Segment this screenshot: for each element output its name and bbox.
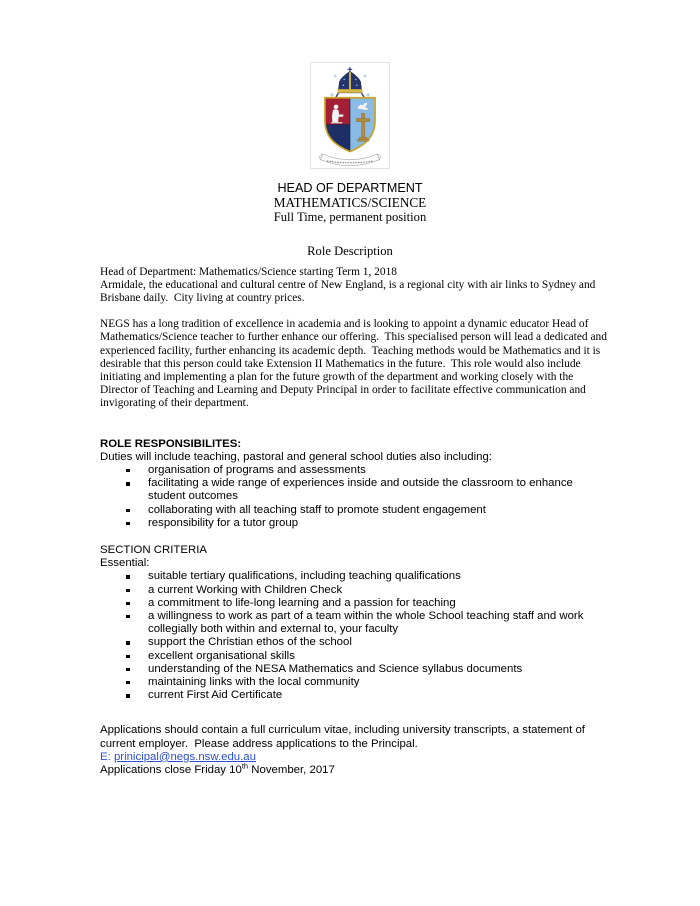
bullet-icon xyxy=(126,689,148,698)
location-paragraph: Armidale, the educational and cultural centre of New England, is a regional city with air links to Sydney and Brisbane daily. City living at country prices. xyxy=(100,278,599,304)
bullet-icon xyxy=(126,517,148,526)
bullet-icon xyxy=(126,570,148,579)
role-responsibilities-section xyxy=(100,438,608,530)
list-item xyxy=(100,504,608,517)
list-item xyxy=(100,584,608,597)
list-item-text: suitable tertiary qualifications, including teaching qualifications xyxy=(148,570,461,583)
applications-paragraph: Applications should contain a full curriculum vitae, including university transcripts, a statement of current employer. Please address applications to the Principal. xyxy=(100,724,589,750)
title-line-2: MATHEMATICS/SCIENCE xyxy=(273,194,427,210)
school-crest-graphic xyxy=(313,65,387,167)
section-criteria-section xyxy=(100,544,608,702)
bullet-icon xyxy=(126,477,148,486)
bullet-icon xyxy=(126,636,148,645)
school-crest xyxy=(310,62,390,169)
email-label: E: xyxy=(100,750,114,763)
shield-icon xyxy=(325,97,375,151)
list-item-text: excellent organisational skills xyxy=(148,649,295,662)
email-line xyxy=(100,751,608,764)
list-item xyxy=(100,477,608,503)
role-responsibilities-lead: Duties will include teaching, pastoral and general school duties also including: xyxy=(100,450,492,463)
list-item xyxy=(100,689,608,702)
intro-section xyxy=(100,266,608,411)
closing-date-suffix: November, 2017 xyxy=(248,764,335,776)
bullet-icon xyxy=(126,676,148,685)
bullet-icon xyxy=(126,597,148,606)
list-item-text: understanding of the NESA Mathematics and Science syllabus documents xyxy=(148,662,523,675)
list-item xyxy=(100,676,608,689)
list-item xyxy=(100,663,608,676)
list-item xyxy=(100,570,608,583)
title-line-3: Full Time, permanent position xyxy=(273,210,427,224)
bullet-icon xyxy=(126,610,148,619)
list-item-text: a willingness to work as part of a team within the whole School teaching staff and work collegially both within and external to, your faculty xyxy=(148,609,587,636)
list-item xyxy=(100,636,608,649)
role-description-heading: Role Description xyxy=(307,243,393,258)
list-item xyxy=(100,517,608,530)
bullet-icon xyxy=(126,650,148,659)
closing-date-ordinal: th xyxy=(241,761,249,771)
list-item xyxy=(100,650,608,663)
about-paragraph: NEGS has a long tradition of excellence in academia and is looking to appoint a dynamic educator Head of Mathematics/Science teacher to further enhance our offering. This specialised person will lead a dedicated and experienced facility, further enhancing its academic depth. Teaching methods would be Mathematics and it is desirable that this person could take Extension II Mathematics in the future. This role would also include initiating and implementing a plan for the future growth of the department and working closely with the Director of Teaching and Learning and Deputy Principal in order to facilitate effective communication and invigorating of their department. xyxy=(100,318,610,410)
closing-date-line xyxy=(100,761,608,777)
list-item-text: current First Aid Certificate xyxy=(148,689,283,702)
document-body xyxy=(100,266,608,778)
position-line: Head of Department: Mathematics/Science starting Term 1, 2018 xyxy=(100,265,397,278)
list-item-text: a current Working with Children Check xyxy=(148,583,343,596)
list-item-text: maintaining links with the local community xyxy=(148,675,360,688)
list-item xyxy=(100,464,608,477)
scroll-banner xyxy=(319,154,381,166)
list-item-text: organisation of programs and assessments xyxy=(148,463,366,476)
document-title-block xyxy=(0,181,700,225)
bullet-icon xyxy=(126,464,148,473)
list-item xyxy=(100,610,608,636)
section-criteria-heading: SECTION CRITERIA xyxy=(100,543,207,556)
list-item xyxy=(100,597,608,610)
title-line-1: HEAD OF DEPARTMENT xyxy=(277,181,423,195)
closing-date-prefix: Applications close Friday 10 xyxy=(100,764,242,776)
bullet-icon xyxy=(126,663,148,672)
list-item-text: a commitment to life-long learning and a passion for teaching xyxy=(148,596,456,609)
list-item-text: facilitating a wide range of experiences inside and outside the classroom to enhance student outcomes xyxy=(148,477,577,503)
section-criteria-subheading: Essential: xyxy=(100,557,150,570)
applications-section xyxy=(100,724,608,777)
list-item-text: responsibility for a tutor group xyxy=(148,516,299,529)
role-responsibilities-heading: ROLE RESPONSIBILITES: xyxy=(100,437,242,450)
bullet-icon xyxy=(126,584,148,593)
bullet-icon xyxy=(126,504,148,513)
email-link[interactable]: prinicipal@negs.nsw.edu.au xyxy=(113,750,256,763)
list-item-text: support the Christian ethos of the school xyxy=(148,636,352,649)
list-item-text: collaborating with all teaching staff to promote student engagement xyxy=(148,503,486,516)
